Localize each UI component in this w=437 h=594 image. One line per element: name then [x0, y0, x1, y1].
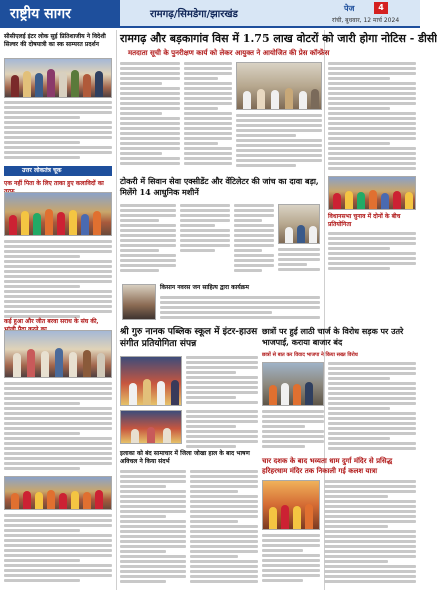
right-mid-headline: विधानसभा चुनाव में दोनों के बीच प्रतियोगिता: [328, 213, 401, 228]
hospital-body-col2: [180, 204, 230, 254]
right-mid-body: [328, 232, 416, 274]
temple-photo: [262, 480, 320, 530]
school-headline: श्री गुरु नानक पब्लिक स्कूल में इंटर-हाउस संगीत प्रतियोगिता संपन्न: [120, 327, 258, 349]
hospital-body-col3: [234, 204, 274, 274]
left-top-photo: [4, 58, 112, 98]
left-story2-photo: [4, 192, 112, 236]
left-story3-headline: कई हुआ और जीत बरवा सराध के संघ की,: [4, 318, 99, 325]
bottom-left-body-col1: [120, 470, 186, 588]
edition-title: रामगढ़/सिमडेगा/झारखंड: [150, 9, 238, 20]
left-bottom-body: [4, 514, 112, 590]
masthead: [0, 0, 420, 28]
protest-headline: छात्रों पर हुई लाठी चार्ज के विरोध सड़क पर उतरे भाजपाई, कराया बाजार बंद: [262, 326, 404, 347]
portrait-body: [160, 296, 320, 322]
temple-body-col2: [324, 480, 416, 588]
school-body-col1: [186, 356, 258, 406]
section-banner: उत्तर लोकतंत्र चूक: [4, 166, 112, 176]
hospital-photo: [278, 204, 320, 244]
column-divider: [116, 30, 117, 590]
lead-subheadline: मतदाता सूची के पुनरीक्षण कार्य को लेकर आयुक्त ने आयोजित की प्रेस कॉन्फ्रेंस: [128, 49, 330, 57]
left-story2-body: [4, 240, 112, 320]
right-mid-photo: [328, 176, 416, 210]
portrait-photo: [122, 284, 156, 320]
protest-photo: [262, 362, 324, 406]
lead-body-col2: [184, 62, 232, 170]
right-top-body: [328, 62, 416, 172]
page-label: पेज: [344, 4, 355, 13]
lead-headline: रामगढ़ और बड़कागांव विस में 1.75 लाख वोटरों को जारी होगा नोटिस - डीसी: [120, 32, 437, 45]
temple-headline: चार दशक के बाद भव्यता धाम दुर्गा मंदिर से प्रसिद्ध हरिहरधाम मंदिर तक निकाली गई कलश यात्रा: [262, 456, 393, 475]
edition-bar: [120, 0, 420, 28]
left-top-headline: सीसीएलई इंटर लोक सुई प्रितिशाजीय ने विदेशी सिल्वर की दोषयात्री का स्क साम्यरत प्रदर्शन: [4, 33, 106, 48]
temple-body-col1: [262, 534, 320, 588]
protest-body-col1: [262, 410, 324, 452]
protest-body-col2: [328, 362, 416, 452]
lead-body-col3: [236, 114, 322, 170]
left-story3-body: [4, 382, 112, 472]
school-photo-2: [120, 410, 182, 444]
portrait-headline: किसान नवरस जन साहित्य द्वारा कार्यक्रम: [160, 284, 249, 291]
left-top-body: [4, 101, 112, 161]
lead-body-col1: [120, 62, 180, 170]
left-bottom-photo: [4, 476, 112, 510]
paper-name: राष्ट्रीय सागर: [0, 0, 120, 28]
protest-subheadline: छात्रों से बात कर विवाद भाजपा ने किया सख्त विरोध: [262, 352, 358, 358]
school-body-col2: [186, 410, 258, 450]
hospital-body-col4: [278, 248, 320, 274]
bottom-left-headline: इलाका को बंद सामाचार में जिला जोखा हाल के बाद भाषण अविचल ने किया संदर्भ: [120, 450, 250, 465]
hospital-body-col1: [120, 204, 176, 274]
lead-photo: [236, 62, 322, 110]
school-photo-1: [120, 356, 182, 406]
left-story3-photo: [4, 330, 112, 378]
hospital-headline: टोकरी में सिवान सेवा एक्सीडेंट और वेंटिलेटर की जांच का दावा बड़ा, मिलेंगे 14 आधुनिक मशीनें: [120, 176, 319, 197]
page-number: 4: [374, 2, 388, 14]
issue-date: रांची, बुधवार, 12 मार्च 2024: [332, 17, 400, 24]
left-story2-headline: एक नहीं पिता के लिए ताका हुए कलाविदों का: [4, 180, 104, 187]
bottom-left-body-col2: [190, 470, 258, 588]
